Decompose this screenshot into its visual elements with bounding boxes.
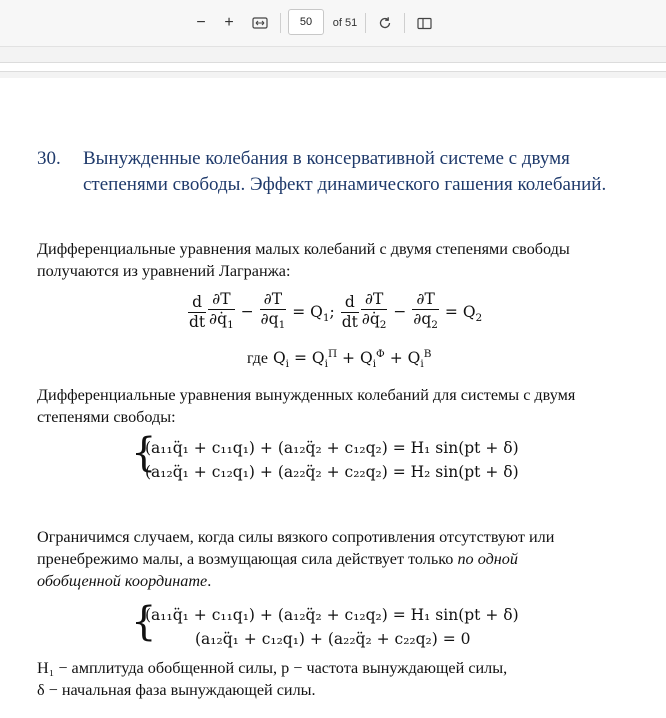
- minus-sign: −: [240, 302, 254, 321]
- paragraph-line: δ − начальная фаза вынуждающей силы.: [37, 681, 316, 699]
- equation-system-single-force: [145, 603, 519, 651]
- page-view-button[interactable]: [413, 10, 435, 36]
- paragraph-line: Дифференциальные уравнения вынужденных колебаний для системы с двумя: [37, 386, 576, 404]
- system-brace: {: [131, 430, 157, 476]
- zoom-out-button[interactable]: [190, 10, 212, 36]
- fraction-dT-dq2: $\frac{\partial T}{\partial q_2}$: [413, 290, 438, 332]
- paragraph-line: H₁ − амплитуда обобщенной силы, p − частота вынуждающей силы,: [37, 659, 508, 677]
- equation-system-general: [145, 436, 519, 484]
- paragraph-assumption: Ограничимся случаем, когда силы вязкого сопротивления отсутствуют или пренебрежимо малы, а возмущающая сила действует только по одной обобщенной координате.: [37, 526, 647, 592]
- rotate-icon: [378, 16, 392, 30]
- equation-row-2: (a₁₂q̈₁ + c₁₂q₁) + (a₂₂q̈₂ + c₂₂q₂) = H₂ sin(pt + δ): [145, 463, 519, 481]
- paragraph-line: получаются из уравнений Лагранжа:: [37, 262, 291, 280]
- toolbar-divider: [404, 13, 405, 33]
- paragraph-intro: [37, 238, 647, 282]
- equation-row-1: (a₁₁q̈₁ + c₁₁q₁) + (a₁₂q̈₂ + c₁₂q₂) = H₁ sin(pt + δ): [145, 439, 519, 457]
- equals-Q1: = $Q_1$;: [292, 302, 335, 324]
- section-number: 30.: [37, 148, 61, 169]
- lagrange-equations: [187, 290, 482, 335]
- equation-row-1: (a₁₁q̈₁ + c₁₁q₁) + (a₁₂q̈₂ + c₁₂q₂) = H₁ sin(pt + δ): [145, 606, 519, 624]
- emphasis-text: обобщенной координате: [37, 572, 208, 590]
- paragraph-forced-equations: [37, 384, 647, 428]
- paragraph-line: степенями свободы:: [37, 408, 176, 426]
- fit-width-button[interactable]: [249, 10, 271, 36]
- heading-line-1: Вынужденные колебания в консервативной системе с двумя: [83, 148, 570, 169]
- plus-icon: +: [224, 14, 234, 31]
- emphasis-text: по одной: [457, 550, 518, 568]
- zoom-in-button[interactable]: [218, 10, 240, 36]
- fit-width-icon: [252, 17, 268, 29]
- fraction-d-dt: $\frac{d}{dt}$: [341, 293, 358, 332]
- minus-icon: −: [196, 14, 206, 31]
- equation-row-2: (a₁₂q̈₁ + c₁₂q₁) + (a₂₂q̈₂ + c₂₂q₂) = 0: [195, 630, 471, 648]
- rotate-button[interactable]: [374, 10, 396, 36]
- fraction-d-dt: $\frac{d}{dt}$: [189, 293, 206, 332]
- toolbar-divider: [280, 13, 281, 33]
- paragraph-notation: [37, 657, 647, 701]
- fraction-dT-dq2dot: $\frac{\partial T}{\partial q̇_2}$: [361, 290, 387, 332]
- paragraph-line: пренебрежимо малы, а возмущающая сила действует только: [37, 550, 454, 568]
- fraction-dT-dq1: $\frac{\partial T}{\partial q_1}$: [260, 290, 286, 332]
- generalized-force-definition: где $Q_i = Q_i^П + Q_i^Ф + Q_i^В$: [247, 348, 432, 371]
- page-view-icon: [417, 17, 432, 30]
- paragraph-line: Дифференциальные уравнения малых колебаний с двумя степенями свободы: [37, 240, 570, 258]
- system-brace: {: [131, 599, 157, 645]
- pdf-toolbar: [0, 0, 666, 47]
- fraction-dT-dq1dot: $\frac{\partial T}{\partial q̇_1}$: [209, 290, 234, 332]
- toolbar-divider: [365, 13, 366, 33]
- heading-line-2: степенями свободы. Эффект динамического гашения колебаний.: [83, 174, 607, 195]
- section-heading: [37, 146, 647, 198]
- page-number-input[interactable]: [288, 9, 324, 35]
- page-count: of 51: [332, 17, 358, 29]
- previous-page-edge: [0, 62, 666, 72]
- minus-sign: −: [393, 302, 407, 321]
- equals-Q2: = $Q_2$: [444, 302, 483, 324]
- paragraph-line: Ограничимся случаем, когда силы вязкого сопротивления отсутствуют или: [37, 528, 555, 546]
